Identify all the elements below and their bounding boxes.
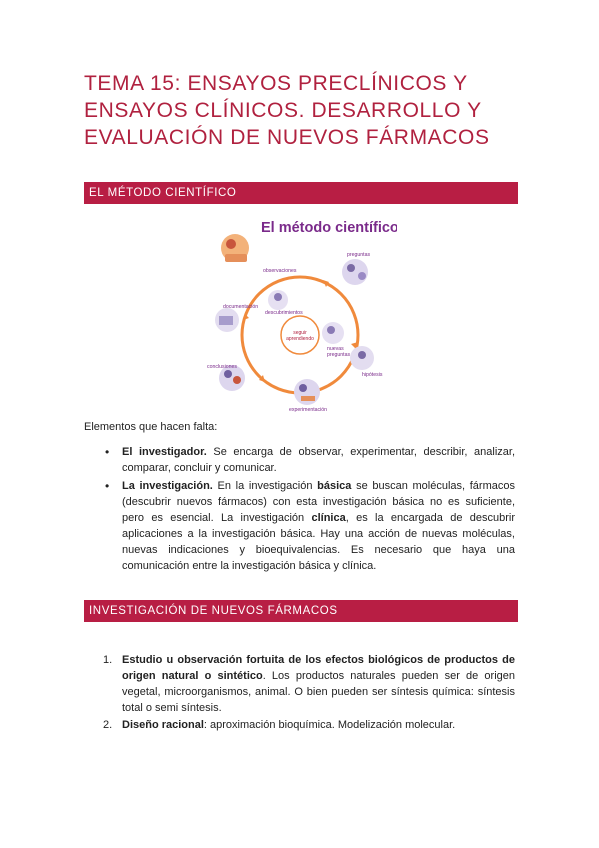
item-bold: Diseño racional: [122, 719, 204, 731]
document-title: TEMA 15: ENSAYOS PRECLÍNICOS Y ENSAYOS CLÍNICOS. DESARROLLO Y EVALUACIÓN DE NUEVOS FÁRMACOS: [84, 72, 490, 149]
elements-list: [105, 444, 515, 576]
scene-preguntas: [342, 259, 368, 285]
scene-nuevas-preguntas: [322, 322, 344, 344]
bullet-icon: •: [105, 479, 110, 493]
item-text: . Los productos naturales pueden ser de origen vegetal, microorganismos, animal. O bien pueden ser síntesis química: síntesis total o semi síntesis.: [122, 670, 515, 714]
section-heading-investigacion: INVESTIGACIÓN DE NUEVOS FÁRMACOS: [84, 600, 518, 622]
label-hipotesis: hipótesis: [362, 372, 383, 378]
item-bold: Estudio u observación fortuita de los efectos biológicos de productos de origen natural o sintético: [122, 654, 515, 682]
numbered-list: [105, 652, 515, 734]
label-observaciones: observaciones: [263, 268, 297, 274]
label-conclusiones: conclusiones: [207, 364, 237, 370]
item-bold: La investigación.: [122, 480, 213, 492]
item-number: 1.: [103, 654, 113, 666]
section-heading-metodo-cientifico: EL MÉTODO CIENTÍFICO: [84, 182, 518, 204]
list-item: [105, 652, 515, 716]
scene-observaciones: [221, 234, 249, 262]
figure-title: El método científico: [261, 220, 397, 236]
bullet-icon: •: [105, 445, 110, 459]
center-label: seguir aprendiendo: [286, 330, 314, 342]
list-item: [105, 717, 515, 733]
label-documentacion: documentación: [223, 304, 259, 310]
label-nuevas-preguntas: nuevas preguntas: [327, 346, 351, 358]
scene-hipotesis: [350, 346, 374, 370]
item-text: , es la encargada de descubrir aplicaciones a la investigación básica. Hay una acción de nuevas moléculas, nuevas indicaciones y bioequivalencias. Es necesario que haya una comunicación entre la investigación básica y clínica.: [122, 512, 515, 572]
scientific-method-diagram: [205, 210, 397, 415]
item-bold: El investigador.: [122, 446, 207, 458]
list-item: [105, 444, 515, 476]
label-descubrimientos: descubrimientos: [265, 310, 303, 316]
item-number: 2.: [103, 719, 113, 731]
label-preguntas: preguntas: [347, 252, 371, 258]
item-bold: básica: [317, 480, 352, 492]
intro-text: Elementos que hacen falta:: [84, 421, 218, 433]
item-text: : aproximación bioquímica. Modelización molecular.: [203, 719, 456, 731]
item-bold: clínica: [311, 512, 346, 524]
scene-descubrimientos: [268, 290, 288, 310]
item-text: En la investigación: [212, 480, 318, 492]
item-text: Se encarga de observar, experimentar, describir, analizar, comparar, concluir y comunicar.: [122, 446, 515, 474]
list-item: [105, 478, 515, 574]
label-experimentacion: experimentación: [289, 407, 328, 413]
scene-experimentacion: [294, 379, 320, 405]
scientific-method-illustration: [205, 210, 397, 415]
scene-documentacion: [215, 308, 239, 332]
item-text: se buscan moléculas, fármacos (descubrir nuevos fármacos) con esta investigación básica no es suficiente, pero es esencial. La investigación: [122, 480, 515, 524]
